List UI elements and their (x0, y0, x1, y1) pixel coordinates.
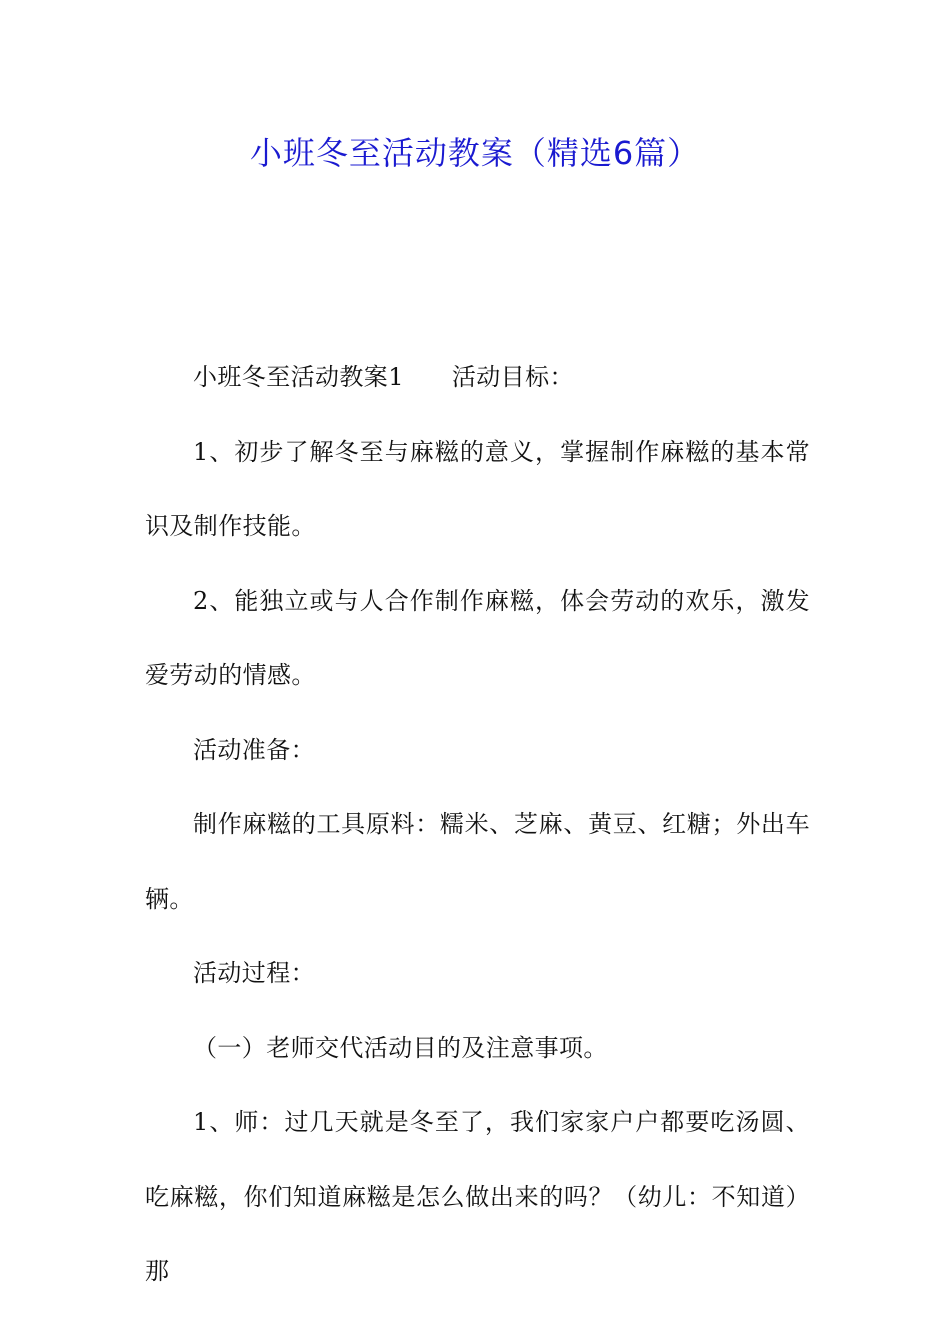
paragraph-preparation-heading: 活动准备： (193, 735, 315, 764)
section-subheading: 活动目标： (451, 363, 574, 391)
paragraph-goal-2: 2、能独立或与人合作制作麻糍，体会劳动的欢乐，激发爱劳动的情感。 (145, 586, 810, 689)
paragraph-preparation: 制作麻糍的工具原料：糯米、芝麻、黄豆、红糖；外出车辆。 (145, 810, 810, 913)
paragraph-step-heading: （一）老师交代活动目的及注意事项。 (193, 1033, 608, 1062)
section-heading-line (145, 340, 810, 415)
paragraph-step-1: 1、师：过几天就是冬至了，我们家家户户都要吃汤圆、吃麻糍，你们知道麻糍是怎么做出来的吗？（幼儿：不知道）那 (145, 1108, 810, 1285)
section-heading: 小班冬至活动教案1 (193, 363, 404, 391)
document-body (145, 340, 810, 1309)
paragraph-process-heading: 活动过程： (193, 959, 315, 987)
document-title: 小班冬至活动教案（精选6篇） (249, 134, 701, 172)
paragraph-goal-1: 1、初步了解冬至与麻糍的意义，掌握制作麻糍的基本常识及制作技能。 (145, 437, 810, 540)
